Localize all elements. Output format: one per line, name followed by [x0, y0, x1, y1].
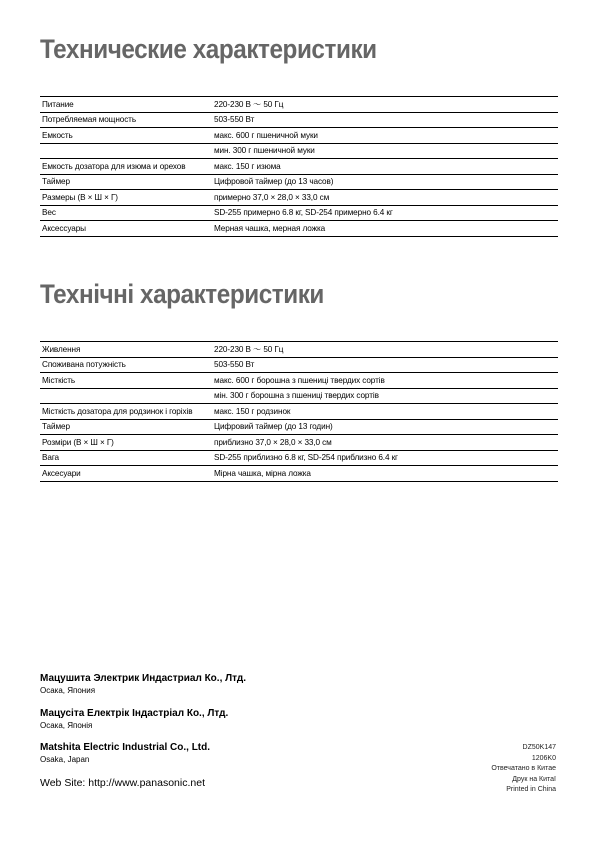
uk-spec-section	[40, 279, 558, 310]
spec-value: SD-255 приблизно 6.8 кг, SD-254 приблизно 6.4 кг	[212, 450, 558, 466]
spec-label: Живлення	[40, 342, 212, 358]
spec-label: Размеры (В × Ш × Г)	[40, 190, 212, 206]
spec-label: Місткість	[40, 373, 212, 389]
ru-spec-table	[40, 96, 558, 237]
spec-value: 503-550 Вт	[212, 357, 558, 373]
spec-value: макс. 150 г изюма	[212, 159, 558, 175]
spec-value: мін. 300 г борошна з пшениці твердих сортів	[212, 388, 558, 404]
print-codes	[491, 743, 556, 796]
spec-label: Таймер	[40, 419, 212, 435]
uk-spec-row	[40, 404, 558, 420]
website-link[interactable]: Web Site: http://www.panasonic.net	[40, 777, 205, 789]
spec-value: Мерная чашка, мерная ложка	[212, 221, 558, 237]
spec-value: макс. 600 г пшеничной муки	[212, 128, 558, 144]
ru-spec-row	[40, 143, 558, 159]
print-code-line: Друк на Китаї	[512, 775, 556, 783]
footer-company-ru	[40, 672, 246, 696]
print-code-line: DZ50K147	[522, 744, 556, 751]
spec-label: Місткість дозатора для родзинок і горіхів	[40, 404, 212, 420]
spec-label: Вага	[40, 450, 212, 466]
ru-spec-row	[40, 221, 558, 237]
uk-spec-row	[40, 357, 558, 373]
spec-label: Аксесуари	[40, 466, 212, 482]
spec-value: SD-255 примерно 6.8 кг, SD-254 примерно 6.4 кг	[212, 205, 558, 221]
spec-label: Споживана потужність	[40, 357, 212, 373]
spec-label: Питание	[40, 97, 212, 113]
ru-spec-row	[40, 190, 558, 206]
uk-spec-row	[40, 450, 558, 466]
footer-company-uk	[40, 707, 228, 731]
spec-value: 503-550 Вт	[212, 112, 558, 128]
spec-value: макс. 150 г родзинок	[212, 404, 558, 420]
uk-spec-row	[40, 419, 558, 435]
spec-label	[40, 143, 212, 159]
spec-label	[40, 388, 212, 404]
company-city-en: Osaka, Japan	[40, 755, 90, 764]
uk-spec-row	[40, 342, 558, 358]
spec-value: мин. 300 г пшеничной муки	[212, 143, 558, 159]
ru-spec-title: Технические характеристики	[40, 34, 377, 64]
print-code-line: Printed in China	[506, 786, 556, 793]
print-code-line: Отвечатано в Китае	[491, 765, 556, 772]
spec-value: макс. 600 г борошна з пшениці твердих сортів	[212, 373, 558, 389]
spec-value: примерно 37,0 × 28,0 × 33,0 см	[212, 190, 558, 206]
spec-value: Цифровий таймер (до 13 годин)	[212, 419, 558, 435]
uk-spec-row	[40, 435, 558, 451]
company-name-uk: Мацусіта Електрік Індастріал Ко., Лтд.	[40, 708, 229, 719]
spec-label: Вес	[40, 205, 212, 221]
spec-value: 220-230 В ～ 50 Гц	[212, 342, 558, 358]
spec-label: Таймер	[40, 174, 212, 190]
company-city-ru: Осака, Япония	[40, 686, 96, 695]
spec-value: приблизно 37,0 × 28,0 × 33,0 см	[212, 435, 558, 451]
spec-label: Емкость дозатора для изюма и орехов	[40, 159, 212, 175]
ru-spec-row	[40, 97, 558, 113]
ru-spec-row	[40, 159, 558, 175]
ru-spec-row	[40, 128, 558, 144]
footer-company-en	[40, 741, 210, 765]
uk-spec-title: Технічні характеристики	[40, 279, 324, 309]
uk-spec-table	[40, 341, 558, 482]
spec-value: Мірна чашка, мірна ложка	[212, 466, 558, 482]
ru-spec-section	[40, 34, 558, 65]
company-name-ru: Мацушита Электрик Индастриал Ко., Лтд.	[40, 673, 247, 684]
ru-spec-row	[40, 112, 558, 128]
ru-spec-table-wrap	[40, 96, 558, 237]
uk-spec-row	[40, 373, 558, 389]
print-code-line: 1206K0	[531, 754, 556, 762]
spec-label: Аксессуары	[40, 221, 212, 237]
uk-spec-table-wrap	[40, 341, 558, 482]
ru-spec-row	[40, 205, 558, 221]
uk-spec-row	[40, 466, 558, 482]
company-city-uk: Осака, Японія	[40, 721, 93, 730]
spec-label: Емкость	[40, 128, 212, 144]
spec-label: Розміри (В × Ш × Г)	[40, 435, 212, 451]
spec-label: Потребляемая мощность	[40, 112, 212, 128]
spec-value: 220-230 В ～ 50 Гц	[212, 97, 558, 113]
uk-spec-row	[40, 388, 558, 404]
ru-spec-row	[40, 174, 558, 190]
company-name-en: Matshita Electric Industrial Co., Ltd.	[40, 742, 211, 753]
spec-value: Цифровой таймер (до 13 часов)	[212, 174, 558, 190]
